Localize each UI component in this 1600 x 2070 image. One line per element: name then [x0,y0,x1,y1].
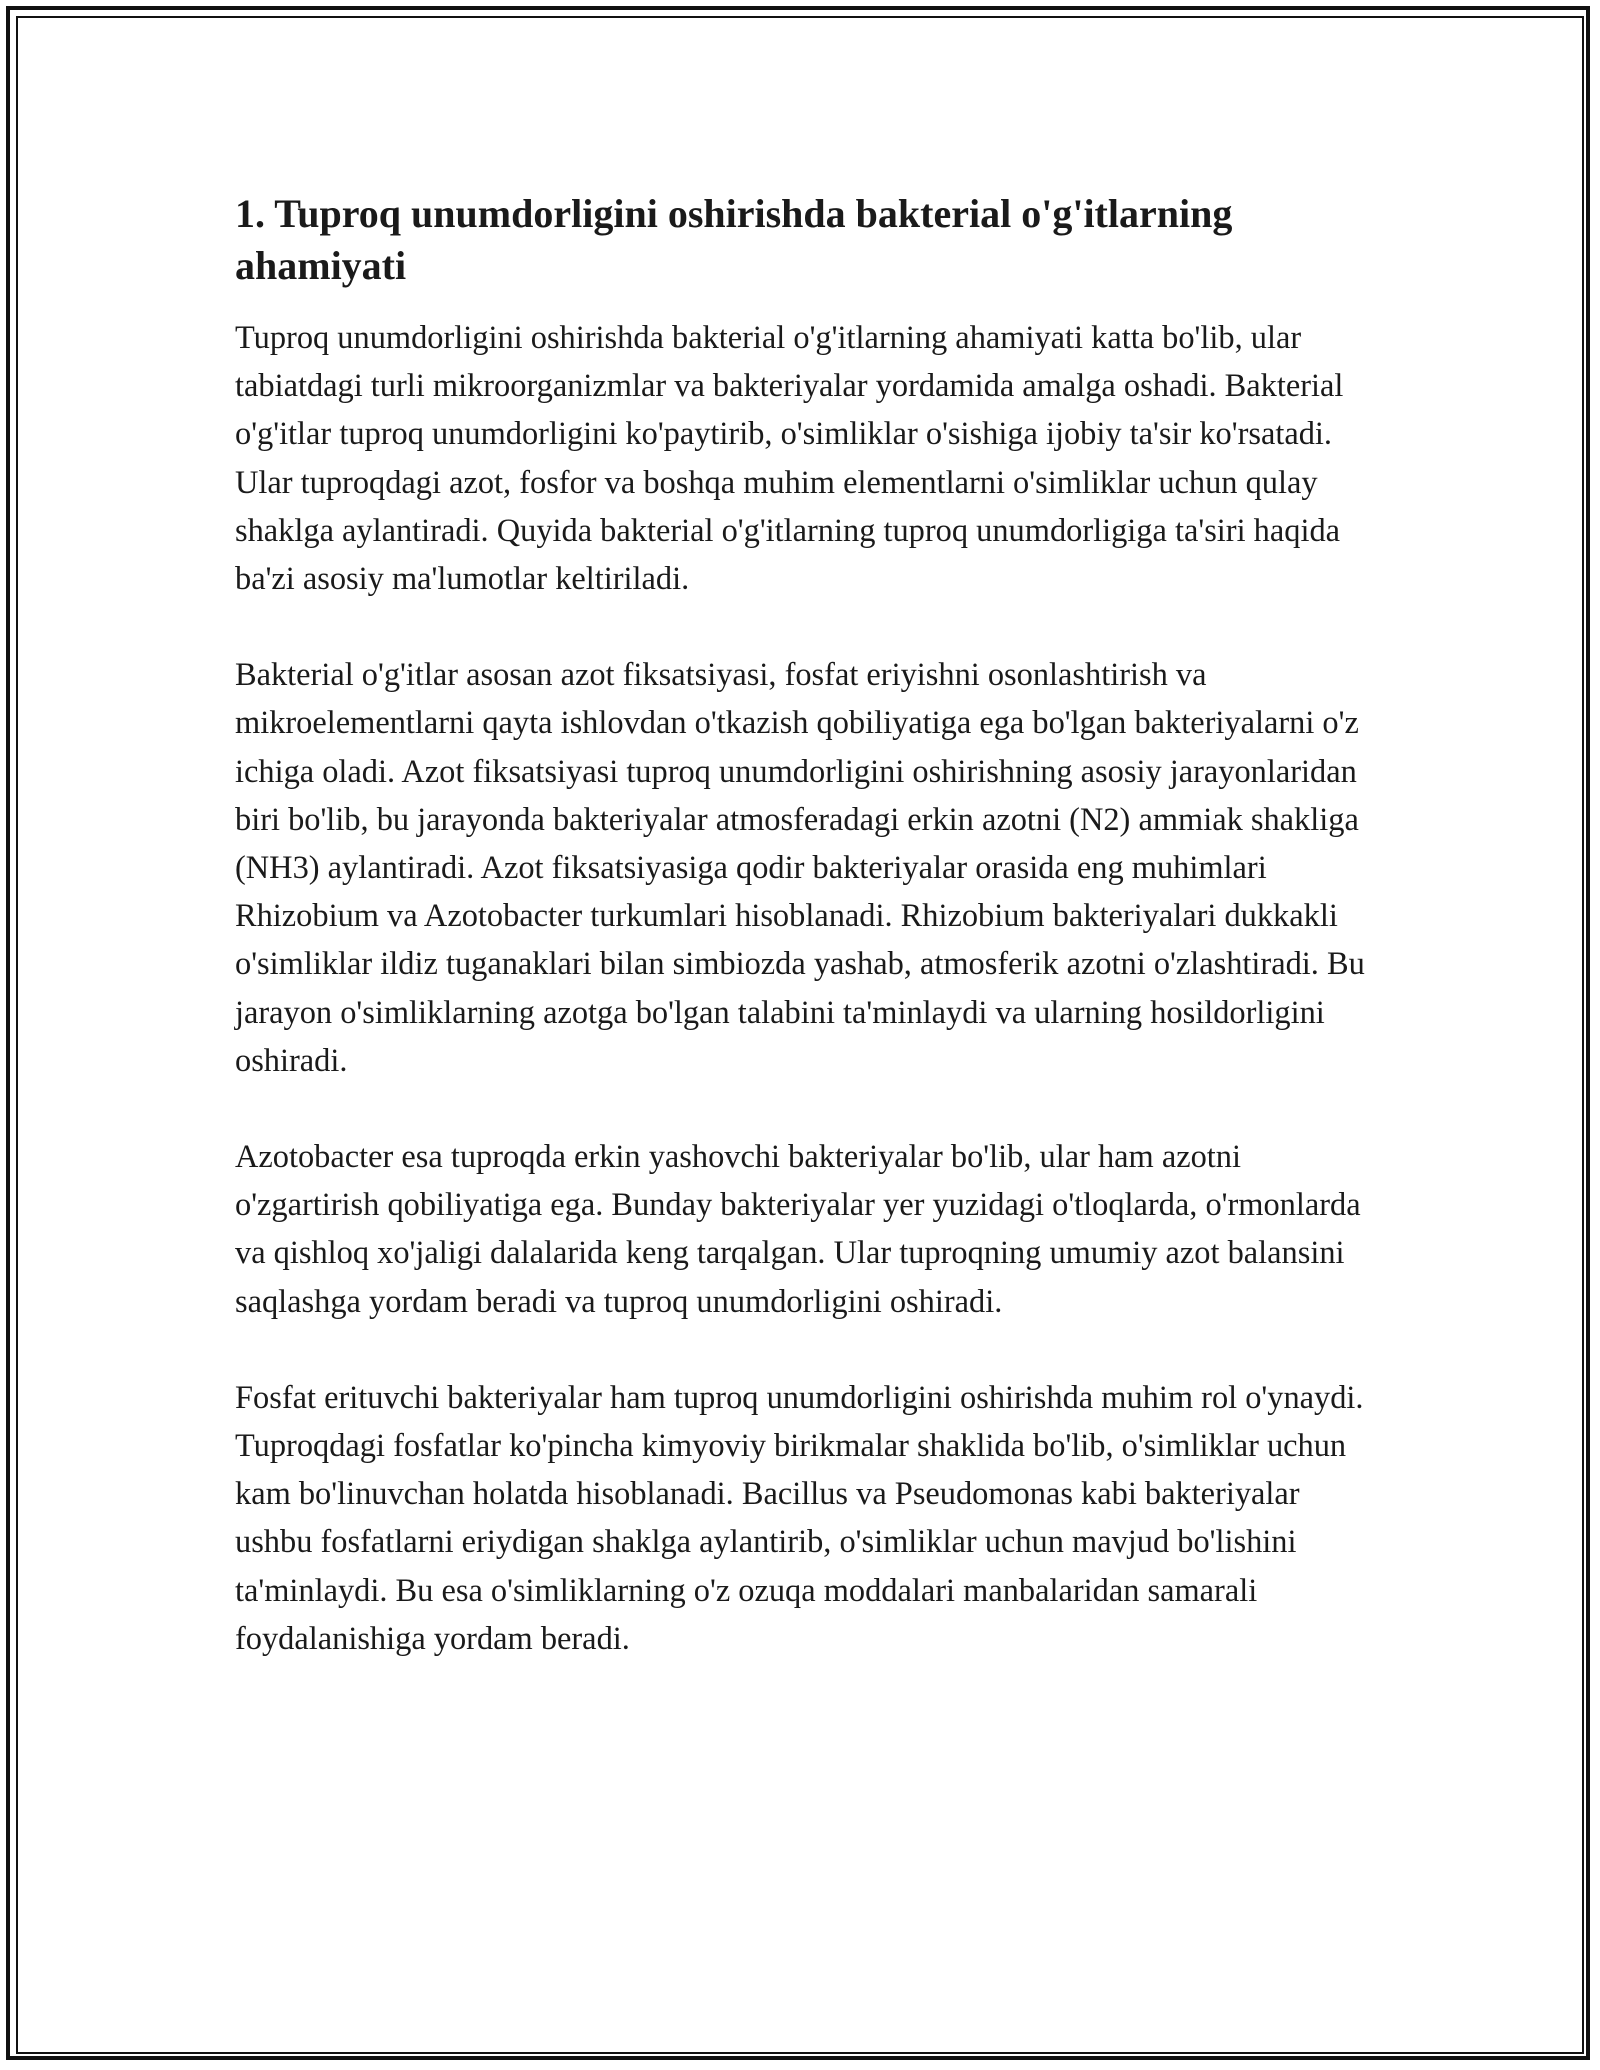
paragraph-2: Bakterial o'g'itlar asosan azot fiksatsiyasi, fosfat eriyishni osonlashtirish va mikroelementlarni qayta ishlovdan o'tkazish qobiliyatiga ega bo'lgan bakteriyalarni o'z ichiga oladi. Azot fiksatsiyasi tuproq unumdorligini oshirishning asosiy jarayonlaridan biri bo'lib, bu jarayonda bakteriyalar atmosferadagi erkin azotni (N2) ammiak shakliga (NH3) aylantiradi. Azot fiksatsiyasiga qodir bakteriyalar orasida eng muhimlari Rhizobium va Azotobacter turkumlari hisoblanadi. Rhizobium bakteriyalari dukkakli o'simliklar ildiz tuganaklari bilan simbiozda yashab, atmosferik azotni o'zlashtiradi. Bu jarayon o'simliklarning azotga bo'lgan talabini ta'minlaydi va ularning hosildorligini oshiradi. [235,657,1365,1079]
paragraph-4: Fosfat erituvchi bakteriyalar ham tuproq unumdorligini oshirishda muhim rol o'ynaydi. Tuproqdagi fosfatlar ko'pincha kimyoviy birikmalar shaklida bo'lib, o'simliklar uchun kam bo'linuvchan holatda hisoblanadi. Bacillus va Pseudomonas kabi bakteriyalar ushbu fosfatlarni eriydigan shaklga aylantirib, o'simliklar uchun mavjud bo'lishini ta'minlaydi. Bu esa o'simliklarning o'z ozuqa moddalari manbalaridan samarali foydalanishiga yordam beradi. [235,1379,1364,1657]
section-heading: 1. Tuproq unumdorligini oshirishda bakterial o'g'itlarning ahamiyati [235,191,1233,288]
document-body [235,188,1365,1663]
paragraph-1: Tuproq unumdorligini oshirishda bakterial o'g'itlarning ahamiyati katta bo'lib, ular tabiatdagi turli mikroorganizmlar va bakteriyalar yordamida amalga oshadi. Bakterial o'g'itlar tuproq unumdorligini ko'paytirib, o'simliklar o'sishiga ijobiy ta'sir ko'rsatadi. Ular tuproqdagi azot, fosfor va boshqa muhim elementlarni o'simliklar uchun qulay shaklga aylantiradi. Quyida bakterial o'g'itlarning tuproq unumdorligiga ta'siri haqida ba'zi asosiy ma'lumotlar keltiriladi. [235,320,1344,598]
paragraph-3: Azotobacter esa tuproqda erkin yashovchi bakteriyalar bo'lib, ular ham azotni o'zgartirish qobiliyatiga ega. Bunday bakteriyalar yer yuzidagi o'tloqlarda, o'rmonlarda va qishloq xo'jaligi dalalarida keng tarqalgan. Ular tuproqning umumiy azot balansini saqlashga yordam beradi va tuproq unumdorligini oshiradi. [235,1139,1361,1320]
